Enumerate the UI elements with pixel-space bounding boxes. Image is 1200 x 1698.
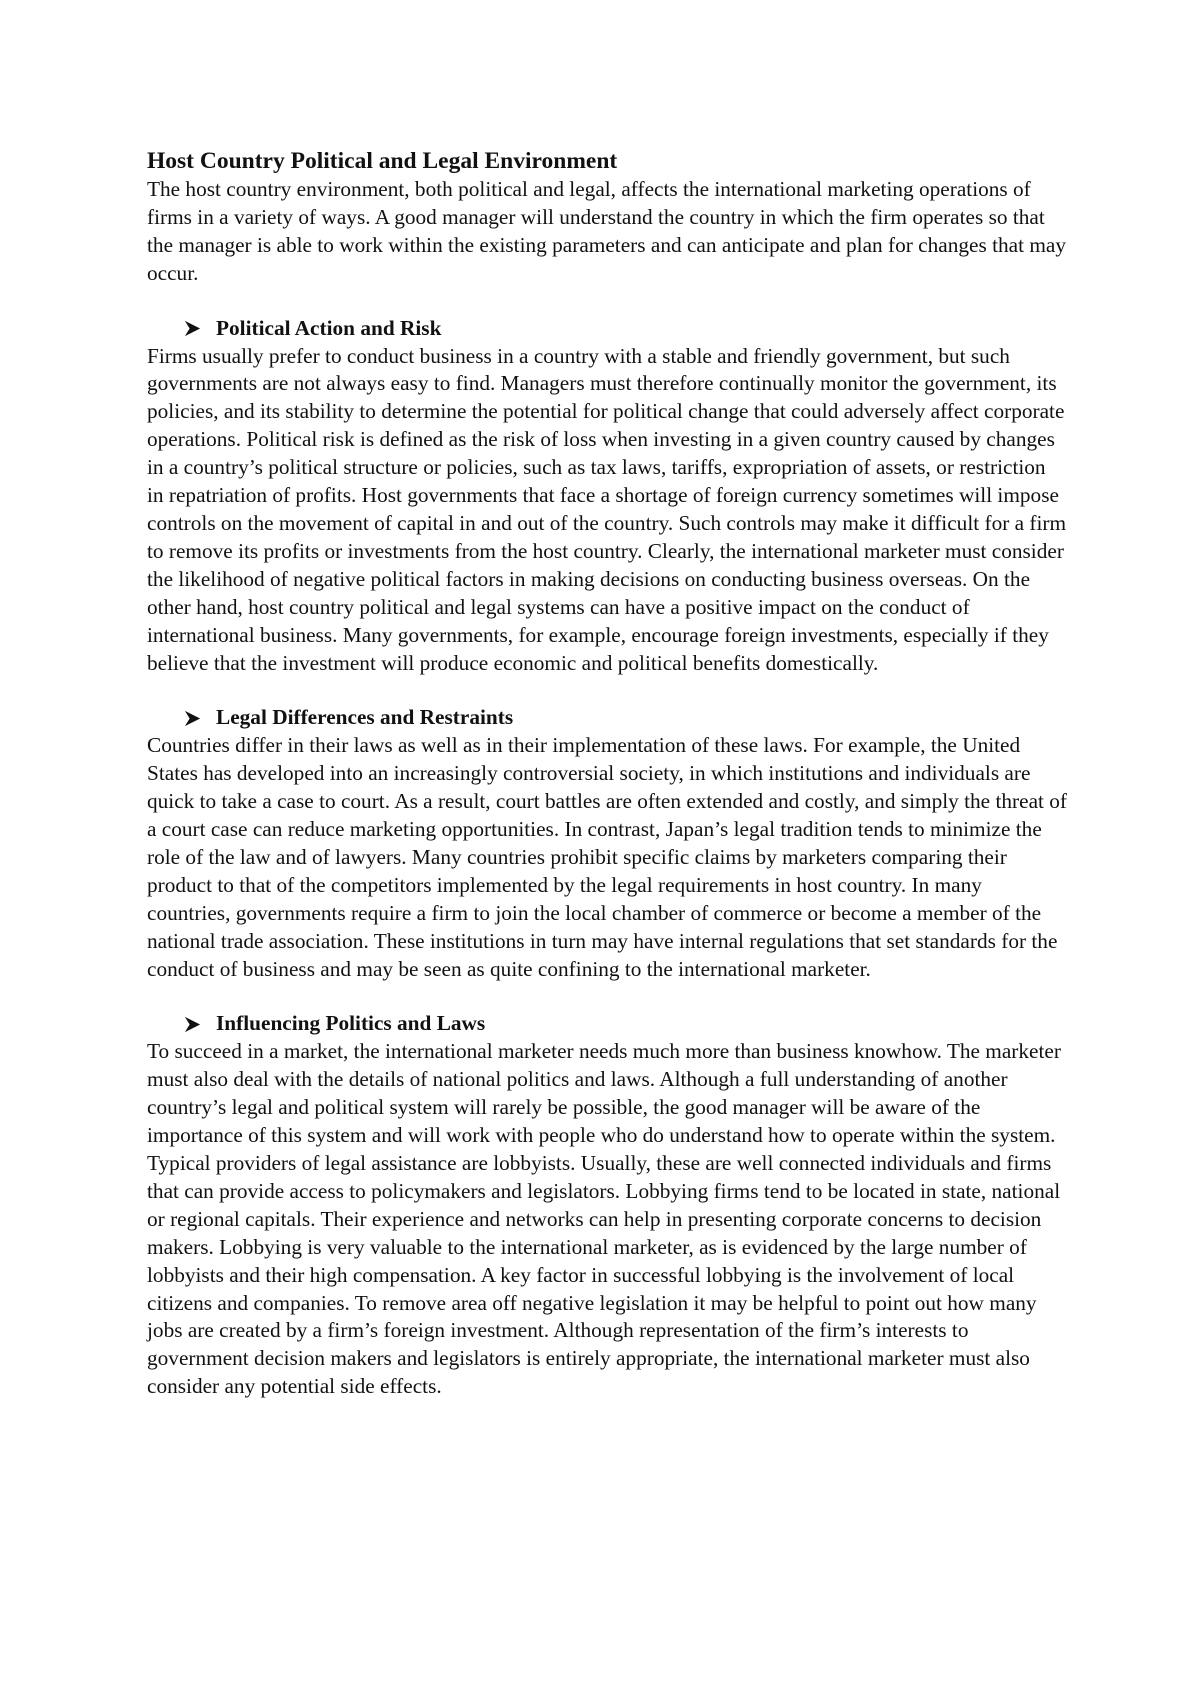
section-heading-label: Political Action and Risk: [216, 315, 442, 340]
arrowhead-bullet-icon: [183, 709, 202, 728]
intro-paragraph: The host country environment, both political and legal, affects the international marketing operations of firms in a variety of ways. A good manager will understand the country in which the firm operates so that the manager is able to work within the existing parameters and can anticipate and plan for changes that may occur.: [147, 177, 1066, 285]
section-legal-differences-and-restraints: [147, 704, 1067, 983]
section-heading-label: Legal Differences and Restraints: [216, 705, 514, 730]
section-heading: [183, 704, 1067, 732]
section-body: Firms usually prefer to conduct business in a country with a stable and friendly government, but such governments are not always easy to find. Managers must therefore continually monitor the government, its policies, and its stability to determine the potential for political change that could adversely affect corporate operations. Political risk is defined as the risk of loss when investing in a given country caused by changes in a country’s political structure or policies, such as tax laws, tariffs, expropriation of assets, or restriction in repatriation of profits. Host governments that face a shortage of foreign currency sometimes will impose controls on the movement of capital in and out of the country. Such controls may make it difficult for a firm to remove its profits or investments from the host country. Clearly, the international marketer must consider the likelihood of negative political factors in making decisions on conducting business overseas. On the other hand, host country political and legal systems can have a positive impact on the conduct of international business. Many governments, for example, encourage foreign investments, especially if they believe that the investment will produce economic and political benefits domestically.: [147, 343, 1067, 675]
document-title: Host Country Political and Legal Environment: [147, 148, 618, 174]
section-heading: [183, 315, 1067, 343]
section-body: Countries differ in their laws as well as in their implementation of these laws. For example, the United States has developed into an increasingly controversial society, in which institutions and individuals are quick to take a case to court. As a result, court battles are often extended and costly, and simply the threat of a court case can reduce marketing opportunities. In contrast, Japan’s legal tradition tends to minimize the role of the law and of lawyers. Many countries prohibit specific claims by marketers comparing their product to that of the competitors implemented by the legal requirements in host country. In many countries, governments require a firm to join the local chamber of commerce or become a member of the national trade association. These institutions in turn may have internal regulations that set standards for the conduct of business and may be seen as quite confining to the international marketer.: [147, 733, 1067, 981]
arrowhead-bullet-icon: [183, 1015, 202, 1034]
section-body: To succeed in a market, the international marketer needs much more than business knowhow. The marketer must also deal with the details of national politics and laws. Although a full understanding of another country’s legal and political system will rarely be possible, the good manager will be aware of the importance of this system and will work with people who do understand how to operate within the system. Typical providers of legal assistance are lobbyists. Usually, these are well connected individuals and firms that can provide access to policymakers and legislators. Lobbying firms tend to be located in state, national or regional capitals. Their experience and networks can help in presenting corporate concerns to decision makers. Lobbying is very valuable to the international marketer, as is evidenced by the large number of lobbyists and their high compensation. A key factor in successful lobbying is the involvement of local citizens and companies. To remove area off negative legislation it may be helpful to point out how many jobs are created by a firm’s foreign investment. Although representation of the firm’s interests to government decision makers and legislators is entirely appropriate, the international marketer must also consider any potential side effects.: [147, 1039, 1061, 1399]
section-heading-label: Influencing Politics and Laws: [216, 1011, 486, 1036]
document-page: [147, 146, 1067, 1401]
section-political-action-and-risk: [147, 315, 1067, 678]
section-influencing-politics-and-laws: [147, 1010, 1067, 1401]
section-heading: [183, 1010, 1067, 1038]
arrowhead-bullet-icon: [183, 319, 202, 338]
